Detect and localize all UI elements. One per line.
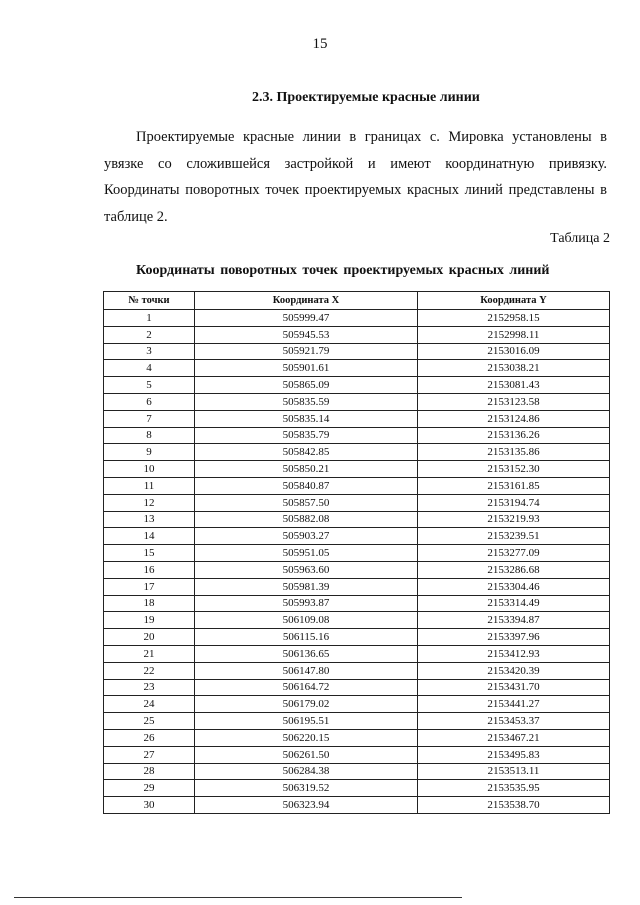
- table-row: [104, 444, 610, 461]
- table-row: [104, 780, 610, 797]
- cell-coordinate-x: 505999.47: [195, 310, 418, 327]
- cell-coordinate-y: 2153467.21: [418, 729, 610, 746]
- header-coordinate-x: Координата X: [195, 292, 418, 310]
- table-row: [104, 578, 610, 595]
- cell-coordinate-x: 506164.72: [195, 679, 418, 696]
- cell-point-number: 28: [104, 763, 195, 780]
- cell-point-number: 18: [104, 595, 195, 612]
- table-row: [104, 545, 610, 562]
- table-row: [104, 511, 610, 528]
- cell-coordinate-y: 2153538.70: [418, 797, 610, 814]
- cell-point-number: 13: [104, 511, 195, 528]
- cell-point-number: 30: [104, 797, 195, 814]
- cell-coordinate-x: 505945.53: [195, 326, 418, 343]
- cell-point-number: 9: [104, 444, 195, 461]
- cell-point-number: 8: [104, 427, 195, 444]
- cell-point-number: 17: [104, 578, 195, 595]
- body-paragraph: Проектируемые красные линии в границах с. Мировка установлены в увязке со сложившейся застройкой и имеют координатную привязку. Координаты поворотных точек проектируемых красных линий представлены в таблице 2.: [104, 129, 607, 225]
- cell-coordinate-x: 505993.87: [195, 595, 418, 612]
- cell-point-number: 26: [104, 729, 195, 746]
- cell-point-number: 4: [104, 360, 195, 377]
- table-row: [104, 629, 610, 646]
- cell-coordinate-y: 2153420.39: [418, 662, 610, 679]
- cell-coordinate-y: 2153239.51: [418, 528, 610, 545]
- cell-point-number: 27: [104, 746, 195, 763]
- table-row: [104, 729, 610, 746]
- table-row: [104, 679, 610, 696]
- table-row: [104, 612, 610, 629]
- cell-point-number: 20: [104, 629, 195, 646]
- cell-coordinate-x: 506147.80: [195, 662, 418, 679]
- cell-coordinate-x: 505842.85: [195, 444, 418, 461]
- cell-point-number: 25: [104, 713, 195, 730]
- cell-coordinate-y: 2153161.85: [418, 477, 610, 494]
- cell-point-number: 3: [104, 343, 195, 360]
- cell-coordinate-y: 2153219.93: [418, 511, 610, 528]
- table-row: [104, 477, 610, 494]
- table-row: [104, 393, 610, 410]
- cell-point-number: 10: [104, 461, 195, 478]
- table-row: [104, 746, 610, 763]
- cell-coordinate-x: 505981.39: [195, 578, 418, 595]
- cell-coordinate-x: 506284.38: [195, 763, 418, 780]
- table-row: [104, 763, 610, 780]
- cell-coordinate-x: 505840.87: [195, 477, 418, 494]
- table-row: [104, 696, 610, 713]
- cell-coordinate-x: 506109.08: [195, 612, 418, 629]
- cell-point-number: 21: [104, 645, 195, 662]
- table-row: [104, 427, 610, 444]
- cell-coordinate-y: 2153441.27: [418, 696, 610, 713]
- cell-coordinate-x: 506220.15: [195, 729, 418, 746]
- cell-coordinate-x: 505835.79: [195, 427, 418, 444]
- cell-coordinate-y: 2153412.93: [418, 645, 610, 662]
- cell-coordinate-y: 2153081.43: [418, 377, 610, 394]
- cell-coordinate-y: 2153304.46: [418, 578, 610, 595]
- header-coordinate-y: Координата Y: [418, 292, 610, 310]
- table-row: [104, 377, 610, 394]
- table-row: [104, 561, 610, 578]
- cell-coordinate-x: 506319.52: [195, 780, 418, 797]
- cell-coordinate-x: 505850.21: [195, 461, 418, 478]
- cell-coordinate-y: 2153535.95: [418, 780, 610, 797]
- header-point-number: № точки: [104, 292, 195, 310]
- cell-point-number: 2: [104, 326, 195, 343]
- table-body: [104, 310, 610, 814]
- cell-coordinate-y: 2153397.96: [418, 629, 610, 646]
- cell-coordinate-x: 505963.60: [195, 561, 418, 578]
- cell-coordinate-y: 2153513.11: [418, 763, 610, 780]
- table-row: [104, 528, 610, 545]
- cell-coordinate-y: 2153123.58: [418, 393, 610, 410]
- cell-coordinate-x: 506136.65: [195, 645, 418, 662]
- cell-coordinate-x: 505901.61: [195, 360, 418, 377]
- cell-point-number: 23: [104, 679, 195, 696]
- cell-coordinate-y: 2153136.26: [418, 427, 610, 444]
- coordinates-table: [103, 291, 610, 814]
- table-row: [104, 410, 610, 427]
- cell-coordinate-x: 506261.50: [195, 746, 418, 763]
- table-row: [104, 310, 610, 327]
- cell-coordinate-x: 506323.94: [195, 797, 418, 814]
- table-label: Таблица 2: [550, 231, 610, 246]
- table-title: Координаты поворотных точек проектируемых красных линий: [136, 263, 550, 278]
- section-heading: 2.3. Проектируемые красные линии: [252, 90, 480, 105]
- cell-coordinate-y: 2153495.83: [418, 746, 610, 763]
- cell-coordinate-y: 2153194.74: [418, 494, 610, 511]
- cell-coordinate-y: 2152998.11: [418, 326, 610, 343]
- cell-coordinate-x: 505921.79: [195, 343, 418, 360]
- cell-coordinate-y: 2153394.87: [418, 612, 610, 629]
- cell-point-number: 24: [104, 696, 195, 713]
- cell-coordinate-y: 2153152.30: [418, 461, 610, 478]
- cell-point-number: 1: [104, 310, 195, 327]
- cell-point-number: 19: [104, 612, 195, 629]
- cell-coordinate-x: 505835.59: [195, 393, 418, 410]
- cell-point-number: 16: [104, 561, 195, 578]
- table-row: [104, 461, 610, 478]
- table-row: [104, 326, 610, 343]
- cell-coordinate-x: 505882.08: [195, 511, 418, 528]
- table-row: [104, 360, 610, 377]
- table-row: [104, 343, 610, 360]
- cell-point-number: 7: [104, 410, 195, 427]
- cell-coordinate-y: 2153431.70: [418, 679, 610, 696]
- cell-point-number: 14: [104, 528, 195, 545]
- cell-coordinate-y: 2153453.37: [418, 713, 610, 730]
- cell-coordinate-y: 2153135.86: [418, 444, 610, 461]
- table-row: [104, 494, 610, 511]
- cell-coordinate-y: 2153286.68: [418, 561, 610, 578]
- table-row: [104, 713, 610, 730]
- cell-coordinate-y: 2153314.49: [418, 595, 610, 612]
- cell-coordinate-x: 505865.09: [195, 377, 418, 394]
- table-row: [104, 797, 610, 814]
- cell-point-number: 11: [104, 477, 195, 494]
- cell-point-number: 29: [104, 780, 195, 797]
- cell-coordinate-x: 505835.14: [195, 410, 418, 427]
- cell-point-number: 5: [104, 377, 195, 394]
- cell-coordinate-y: 2153038.21: [418, 360, 610, 377]
- table-row: [104, 595, 610, 612]
- cell-point-number: 12: [104, 494, 195, 511]
- cell-coordinate-x: 506195.51: [195, 713, 418, 730]
- cell-coordinate-y: 2153277.09: [418, 545, 610, 562]
- cell-coordinate-x: 506115.16: [195, 629, 418, 646]
- cell-coordinate-y: 2153124.86: [418, 410, 610, 427]
- cell-coordinate-x: 505951.05: [195, 545, 418, 562]
- cell-point-number: 15: [104, 545, 195, 562]
- page-number: 15: [312, 36, 328, 52]
- cell-point-number: 22: [104, 662, 195, 679]
- cell-coordinate-y: 2152958.15: [418, 310, 610, 327]
- table-header-row: [104, 292, 610, 310]
- cell-coordinate-x: 505903.27: [195, 528, 418, 545]
- cell-coordinate-y: 2153016.09: [418, 343, 610, 360]
- footer-divider: [14, 897, 462, 898]
- cell-coordinate-x: 505857.50: [195, 494, 418, 511]
- cell-coordinate-x: 506179.02: [195, 696, 418, 713]
- table-row: [104, 645, 610, 662]
- table-row: [104, 662, 610, 679]
- cell-point-number: 6: [104, 393, 195, 410]
